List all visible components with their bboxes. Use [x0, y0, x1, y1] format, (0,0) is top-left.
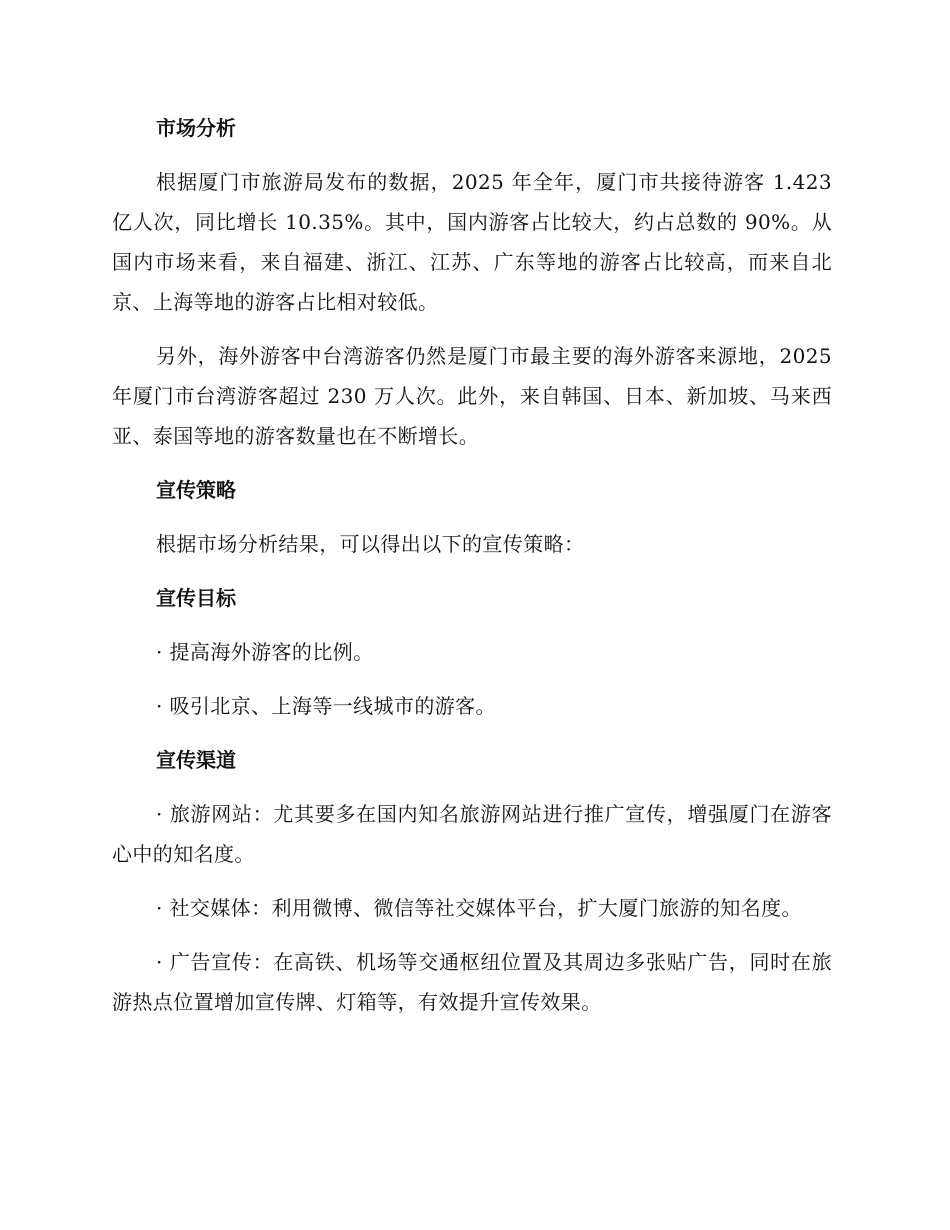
paragraph-market-data: 根据厦门市旅游局发布的数据，2025 年全年，厦门市共接待游客 1.423 亿人次，同比增长 10.35%。其中，国内游客占比较大，约占总数的 90%。从国内市场来看，来自福建、浙江、江苏、广东等地的游客占比较高，而来自北京、上海等地的游客占比相对较低。: [112, 170, 832, 314]
section-heading-promotion-strategy: 宣传策略: [156, 478, 236, 502]
bullet-item-channel: · 旅游网站：尤其要多在国内知名旅游网站进行推广宣传，增强厦门在游客心中的知名度。: [112, 802, 832, 866]
bullet-item-channel: · 广告宣传：在高铁、机场等交通枢纽位置及其周边多张贴广告，同时在旅游热点位置增加宣传牌、灯箱等，有效提升宣传效果。: [112, 950, 832, 1014]
bullet-item-channel: · 社交媒体：利用微博、微信等社交媒体平台，扩大厦门旅游的知名度。: [156, 896, 802, 920]
document-body: [112, 108, 832, 1036]
section-heading-promotion-channels: 宣传渠道: [156, 748, 236, 772]
bullet-item-goal: · 吸引北京、上海等一线城市的游客。: [156, 694, 496, 718]
section-heading-market-analysis: 市场分析: [156, 116, 236, 140]
section-heading-promotion-goals: 宣传目标: [156, 586, 236, 610]
paragraph-overseas-tourists: 另外，海外游客中台湾游客仍然是厦门市最主要的海外游客来源地，2025 年厦门市台湾游客超过 230 万人次。此外，来自韩国、日本、新加坡、马来西亚、泰国等地的游客数量也在不断增长。: [112, 344, 832, 448]
bullet-item-goal: · 提高海外游客的比例。: [156, 640, 374, 664]
paragraph-strategy-intro: 根据市场分析结果，可以得出以下的宣传策略：: [156, 532, 585, 556]
